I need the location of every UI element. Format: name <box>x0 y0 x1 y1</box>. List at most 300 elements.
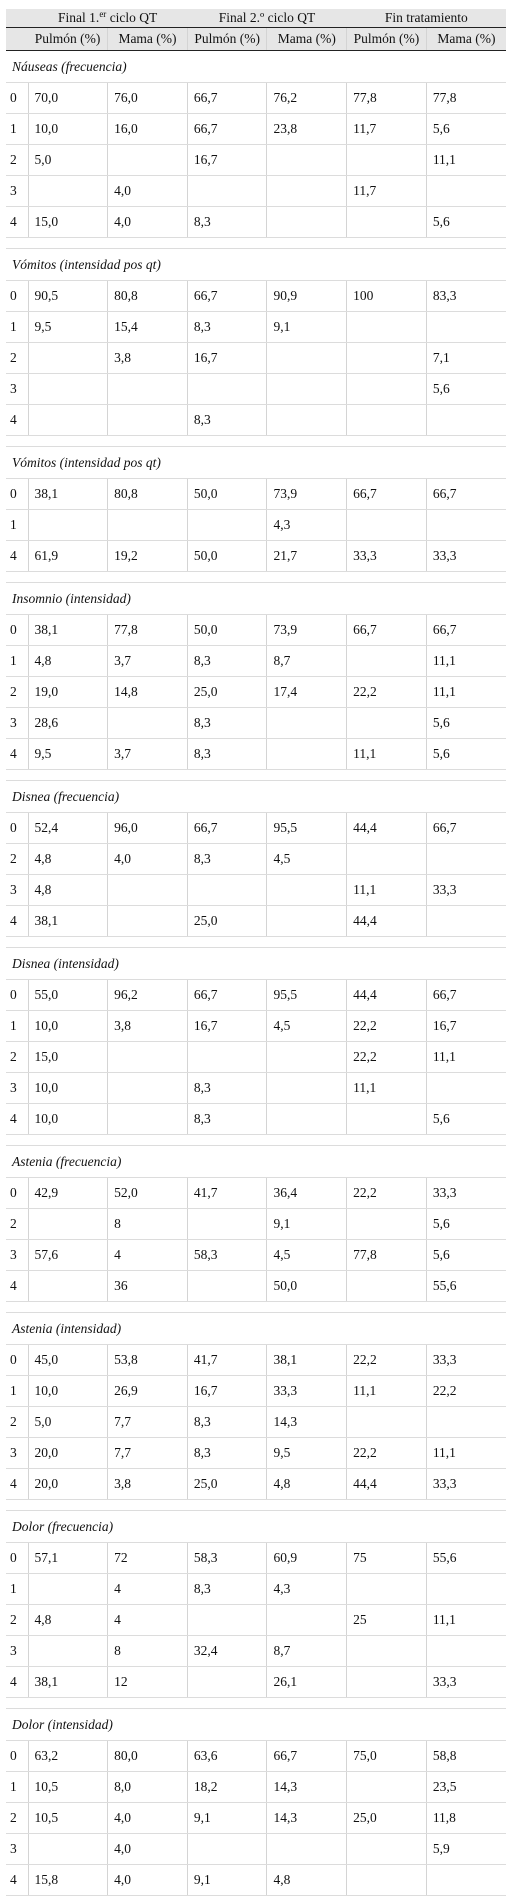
value-cell <box>347 145 427 176</box>
row-index-cell: 0 <box>6 1543 28 1574</box>
value-cell: 4,0 <box>108 1803 188 1834</box>
header-corner-sub <box>6 28 28 51</box>
value-cell: 8,3 <box>187 312 267 343</box>
value-cell: 8,3 <box>187 405 267 436</box>
row-index-cell: 2 <box>6 677 28 708</box>
value-cell <box>187 1667 267 1698</box>
spacer-cell <box>6 1302 506 1313</box>
value-cell <box>347 646 427 677</box>
value-cell <box>108 510 188 541</box>
value-cell: 4,5 <box>267 844 347 875</box>
value-cell <box>347 1209 427 1240</box>
value-cell: 75 <box>347 1543 427 1574</box>
value-cell: 8,3 <box>187 1073 267 1104</box>
value-cell <box>347 1865 427 1896</box>
table-row <box>6 207 506 238</box>
table-row <box>6 1240 506 1271</box>
value-cell: 14,3 <box>267 1772 347 1803</box>
value-cell: 4,8 <box>267 1469 347 1500</box>
row-index-cell: 4 <box>6 1667 28 1698</box>
value-cell <box>28 1209 108 1240</box>
table-row <box>6 343 506 374</box>
value-cell: 7,7 <box>108 1407 188 1438</box>
value-cell <box>347 1667 427 1698</box>
table-row <box>6 875 506 906</box>
value-cell: 16,7 <box>187 343 267 374</box>
value-cell: 9,1 <box>187 1865 267 1896</box>
value-cell: 9,1 <box>187 1803 267 1834</box>
value-cell: 10,5 <box>28 1803 108 1834</box>
row-index-cell: 3 <box>6 1438 28 1469</box>
value-cell <box>347 844 427 875</box>
header-group-3: Fin tratamiento <box>347 9 506 28</box>
value-cell: 96,0 <box>108 813 188 844</box>
section-title: Astenia (intensidad) <box>6 1313 506 1345</box>
value-cell: 58,3 <box>187 1543 267 1574</box>
section-spacer <box>6 1698 506 1709</box>
value-cell: 15,0 <box>28 1042 108 1073</box>
value-cell: 33,3 <box>347 541 427 572</box>
value-cell: 8,3 <box>187 1438 267 1469</box>
value-cell: 8,3 <box>187 844 267 875</box>
value-cell: 25,0 <box>187 1469 267 1500</box>
value-cell: 5,0 <box>28 145 108 176</box>
value-cell <box>28 510 108 541</box>
value-cell <box>267 708 347 739</box>
table-row <box>6 1073 506 1104</box>
value-cell: 21,7 <box>267 541 347 572</box>
spacer-cell <box>6 572 506 583</box>
value-cell: 50,0 <box>267 1271 347 1302</box>
value-cell: 22,2 <box>426 1376 506 1407</box>
row-index-cell: 0 <box>6 980 28 1011</box>
section-spacer <box>6 572 506 583</box>
value-cell <box>28 1574 108 1605</box>
value-cell <box>108 906 188 937</box>
row-index-cell: 1 <box>6 312 28 343</box>
table-row <box>6 1178 506 1209</box>
value-cell: 3,7 <box>108 646 188 677</box>
table-row <box>6 405 506 436</box>
table-row <box>6 114 506 145</box>
section-spacer <box>6 1500 506 1511</box>
value-cell: 16,0 <box>108 114 188 145</box>
value-cell: 76,2 <box>267 83 347 114</box>
section-header-row <box>6 447 506 479</box>
value-cell <box>267 343 347 374</box>
value-cell: 33,3 <box>426 1469 506 1500</box>
value-cell: 4,8 <box>28 875 108 906</box>
value-cell: 33,3 <box>426 1667 506 1698</box>
spacer-cell <box>6 1698 506 1709</box>
value-cell <box>108 145 188 176</box>
value-cell: 25,0 <box>187 677 267 708</box>
value-cell: 66,7 <box>267 1741 347 1772</box>
value-cell <box>347 1271 427 1302</box>
value-cell: 8,3 <box>187 1407 267 1438</box>
table-row <box>6 510 506 541</box>
value-cell: 50,0 <box>187 541 267 572</box>
value-cell: 19,0 <box>28 677 108 708</box>
subcolumn-pulmon-1: Pulmón (%) <box>28 28 108 51</box>
subcolumn-mama-1: Mama (%) <box>108 28 188 51</box>
value-cell: 25,0 <box>187 906 267 937</box>
value-cell: 4,5 <box>267 1240 347 1271</box>
table-body <box>6 51 506 1896</box>
section-header-row <box>6 1146 506 1178</box>
value-cell: 10,0 <box>28 1104 108 1135</box>
table-row <box>6 1834 506 1865</box>
row-index-cell: 4 <box>6 739 28 770</box>
value-cell <box>347 708 427 739</box>
value-cell <box>267 207 347 238</box>
value-cell: 26,9 <box>108 1376 188 1407</box>
value-cell: 11,8 <box>426 1803 506 1834</box>
value-cell: 22,2 <box>347 677 427 708</box>
section-title: Dolor (intensidad) <box>6 1709 506 1741</box>
table-row <box>6 739 506 770</box>
value-cell <box>267 906 347 937</box>
table-row <box>6 83 506 114</box>
value-cell: 3,8 <box>108 343 188 374</box>
row-index-cell: 4 <box>6 1104 28 1135</box>
value-cell <box>267 1073 347 1104</box>
row-index-cell: 4 <box>6 207 28 238</box>
row-index-cell: 3 <box>6 1073 28 1104</box>
value-cell: 15,0 <box>28 207 108 238</box>
value-cell: 33,3 <box>426 541 506 572</box>
value-cell <box>347 1636 427 1667</box>
value-cell: 66,7 <box>187 813 267 844</box>
value-cell <box>426 405 506 436</box>
table-row <box>6 1803 506 1834</box>
row-index-cell: 3 <box>6 176 28 207</box>
value-cell <box>108 374 188 405</box>
table-row <box>6 1345 506 1376</box>
value-cell <box>347 1574 427 1605</box>
value-cell: 8,7 <box>267 1636 347 1667</box>
value-cell <box>28 374 108 405</box>
row-index-cell: 3 <box>6 875 28 906</box>
value-cell: 66,7 <box>426 479 506 510</box>
row-index-cell: 3 <box>6 1834 28 1865</box>
value-cell: 9,5 <box>28 739 108 770</box>
value-cell: 41,7 <box>187 1345 267 1376</box>
value-cell: 11,1 <box>347 739 427 770</box>
value-cell <box>426 510 506 541</box>
value-cell: 3,7 <box>108 739 188 770</box>
value-cell: 8,7 <box>267 646 347 677</box>
row-index-cell: 0 <box>6 479 28 510</box>
value-cell: 4,8 <box>28 1605 108 1636</box>
value-cell: 66,7 <box>187 114 267 145</box>
row-index-cell: 0 <box>6 1345 28 1376</box>
row-index-cell: 0 <box>6 615 28 646</box>
value-cell: 70,0 <box>28 83 108 114</box>
section-spacer <box>6 436 506 447</box>
value-cell: 11,7 <box>347 176 427 207</box>
value-cell <box>347 1104 427 1135</box>
value-cell: 4,0 <box>108 176 188 207</box>
value-cell: 66,7 <box>187 83 267 114</box>
value-cell <box>187 510 267 541</box>
table-row <box>6 145 506 176</box>
value-cell <box>426 1574 506 1605</box>
value-cell: 5,0 <box>28 1407 108 1438</box>
value-cell <box>426 1636 506 1667</box>
table-row <box>6 677 506 708</box>
value-cell: 80,8 <box>108 479 188 510</box>
value-cell: 4,3 <box>267 510 347 541</box>
header-group-1-label: Final 1. <box>58 10 100 25</box>
value-cell: 52,0 <box>108 1178 188 1209</box>
table-row <box>6 1376 506 1407</box>
value-cell: 73,9 <box>267 615 347 646</box>
row-index-cell: 2 <box>6 343 28 374</box>
value-cell: 96,2 <box>108 980 188 1011</box>
value-cell: 8,3 <box>187 1574 267 1605</box>
value-cell: 25 <box>347 1605 427 1636</box>
value-cell <box>108 708 188 739</box>
table-row <box>6 479 506 510</box>
value-cell <box>267 1042 347 1073</box>
table-row <box>6 1605 506 1636</box>
table-row <box>6 1543 506 1574</box>
value-cell: 58,8 <box>426 1741 506 1772</box>
value-cell: 11,7 <box>347 114 427 145</box>
value-cell: 66,7 <box>347 479 427 510</box>
value-cell: 14,3 <box>267 1407 347 1438</box>
value-cell <box>426 906 506 937</box>
value-cell: 4,3 <box>267 1574 347 1605</box>
value-cell: 10,0 <box>28 114 108 145</box>
spacer-cell <box>6 770 506 781</box>
value-cell: 16,7 <box>187 145 267 176</box>
value-cell: 50,0 <box>187 479 267 510</box>
value-cell: 10,0 <box>28 1073 108 1104</box>
value-cell: 50,0 <box>187 615 267 646</box>
header-corner <box>6 9 28 28</box>
value-cell: 11,1 <box>347 1376 427 1407</box>
value-cell <box>267 875 347 906</box>
section-title: Disnea (frecuencia) <box>6 781 506 813</box>
section-header-row <box>6 1511 506 1543</box>
value-cell: 5,9 <box>426 1834 506 1865</box>
value-cell <box>426 312 506 343</box>
value-cell: 18,2 <box>187 1772 267 1803</box>
spacer-cell <box>6 1135 506 1146</box>
value-cell <box>187 1605 267 1636</box>
section-header-row <box>6 583 506 615</box>
value-cell: 32,4 <box>187 1636 267 1667</box>
value-cell <box>187 1271 267 1302</box>
value-cell <box>347 343 427 374</box>
subcolumn-mama-2: Mama (%) <box>267 28 347 51</box>
value-cell <box>28 1271 108 1302</box>
table-row <box>6 646 506 677</box>
value-cell: 5,6 <box>426 1209 506 1240</box>
value-cell <box>426 176 506 207</box>
subcolumn-pulmon-2: Pulmón (%) <box>187 28 267 51</box>
value-cell <box>28 1834 108 1865</box>
value-cell: 77,8 <box>108 615 188 646</box>
table-row <box>6 844 506 875</box>
section-header-row <box>6 1313 506 1345</box>
row-index-cell: 2 <box>6 844 28 875</box>
table-row <box>6 1438 506 1469</box>
value-cell: 61,9 <box>28 541 108 572</box>
value-cell <box>108 405 188 436</box>
table-row <box>6 1741 506 1772</box>
row-index-cell: 0 <box>6 1178 28 1209</box>
value-cell: 22,2 <box>347 1438 427 1469</box>
value-cell: 5,6 <box>426 114 506 145</box>
value-cell: 11,1 <box>426 145 506 176</box>
row-index-cell: 2 <box>6 1209 28 1240</box>
value-cell <box>426 1865 506 1896</box>
section-spacer <box>6 937 506 948</box>
value-cell: 66,7 <box>347 615 427 646</box>
value-cell <box>28 176 108 207</box>
row-index-cell: 4 <box>6 405 28 436</box>
row-index-cell: 2 <box>6 1042 28 1073</box>
value-cell: 8,3 <box>187 207 267 238</box>
value-cell: 7,1 <box>426 343 506 374</box>
row-index-cell: 4 <box>6 1271 28 1302</box>
section-header-row <box>6 948 506 980</box>
value-cell: 9,5 <box>267 1438 347 1469</box>
value-cell: 33,3 <box>426 1178 506 1209</box>
value-cell <box>187 176 267 207</box>
table-row <box>6 1667 506 1698</box>
value-cell: 11,1 <box>347 1073 427 1104</box>
value-cell: 45,0 <box>28 1345 108 1376</box>
row-index-cell: 0 <box>6 813 28 844</box>
row-index-cell: 3 <box>6 1240 28 1271</box>
row-index-cell: 1 <box>6 114 28 145</box>
row-index-cell: 4 <box>6 1865 28 1896</box>
value-cell <box>347 510 427 541</box>
value-cell: 83,3 <box>426 281 506 312</box>
value-cell: 8,0 <box>108 1772 188 1803</box>
value-cell: 4,0 <box>108 844 188 875</box>
value-cell: 55,6 <box>426 1543 506 1574</box>
value-cell <box>426 1407 506 1438</box>
row-index-cell: 2 <box>6 1605 28 1636</box>
value-cell <box>108 1073 188 1104</box>
value-cell <box>267 739 347 770</box>
value-cell: 95,5 <box>267 980 347 1011</box>
table-row <box>6 1042 506 1073</box>
value-cell: 76,0 <box>108 83 188 114</box>
value-cell: 4,0 <box>108 1834 188 1865</box>
row-index-cell: 1 <box>6 646 28 677</box>
row-index-cell: 1 <box>6 1574 28 1605</box>
value-cell: 77,8 <box>347 83 427 114</box>
section-spacer <box>6 238 506 249</box>
value-cell: 66,7 <box>187 980 267 1011</box>
value-cell: 38,1 <box>28 1667 108 1698</box>
value-cell <box>426 1073 506 1104</box>
value-cell: 8,3 <box>187 708 267 739</box>
table-row <box>6 1865 506 1896</box>
table-row <box>6 1209 506 1240</box>
value-cell: 5,6 <box>426 708 506 739</box>
value-cell: 11,1 <box>426 677 506 708</box>
value-cell <box>347 1772 427 1803</box>
value-cell: 23,8 <box>267 114 347 145</box>
value-cell: 38,1 <box>28 615 108 646</box>
value-cell: 66,7 <box>426 615 506 646</box>
value-cell <box>108 1042 188 1073</box>
value-cell <box>28 343 108 374</box>
value-cell: 4,8 <box>28 646 108 677</box>
table-row <box>6 1772 506 1803</box>
value-cell: 36,4 <box>267 1178 347 1209</box>
value-cell <box>28 405 108 436</box>
table-row <box>6 176 506 207</box>
table-row <box>6 541 506 572</box>
spacer-cell <box>6 1500 506 1511</box>
row-index-cell: 2 <box>6 1803 28 1834</box>
value-cell: 3,8 <box>108 1011 188 1042</box>
value-cell: 33,3 <box>426 1345 506 1376</box>
value-cell: 8,3 <box>187 1104 267 1135</box>
value-cell: 38,1 <box>28 479 108 510</box>
value-cell: 55,6 <box>426 1271 506 1302</box>
value-cell <box>347 405 427 436</box>
header-subcolumn-row <box>6 28 506 51</box>
section-header-row <box>6 781 506 813</box>
table-row <box>6 281 506 312</box>
value-cell: 8 <box>108 1209 188 1240</box>
value-cell: 90,9 <box>267 281 347 312</box>
section-title: Astenia (frecuencia) <box>6 1146 506 1178</box>
row-index-cell: 1 <box>6 1011 28 1042</box>
table-row <box>6 374 506 405</box>
value-cell: 16,7 <box>187 1376 267 1407</box>
value-cell: 11,1 <box>426 1042 506 1073</box>
section-header-row <box>6 51 506 83</box>
value-cell: 10,5 <box>28 1772 108 1803</box>
value-cell: 38,1 <box>28 906 108 937</box>
section-title: Dolor (frecuencia) <box>6 1511 506 1543</box>
value-cell <box>347 207 427 238</box>
value-cell: 12 <box>108 1667 188 1698</box>
value-cell: 10,0 <box>28 1376 108 1407</box>
value-cell <box>426 844 506 875</box>
row-index-cell: 3 <box>6 708 28 739</box>
row-index-cell: 3 <box>6 374 28 405</box>
value-cell: 77,8 <box>426 83 506 114</box>
table-row <box>6 615 506 646</box>
section-header-row <box>6 249 506 281</box>
value-cell <box>267 405 347 436</box>
value-cell: 22,2 <box>347 1042 427 1073</box>
results-table <box>6 9 506 1896</box>
value-cell: 72 <box>108 1543 188 1574</box>
section-header-row <box>6 1709 506 1741</box>
value-cell: 80,8 <box>108 281 188 312</box>
table-container <box>6 0 506 1896</box>
table-row <box>6 813 506 844</box>
value-cell: 16,7 <box>187 1011 267 1042</box>
subcolumn-pulmon-3: Pulmón (%) <box>347 28 427 51</box>
table-header <box>6 9 506 51</box>
value-cell: 11,1 <box>426 646 506 677</box>
value-cell: 22,2 <box>347 1011 427 1042</box>
spacer-cell <box>6 238 506 249</box>
